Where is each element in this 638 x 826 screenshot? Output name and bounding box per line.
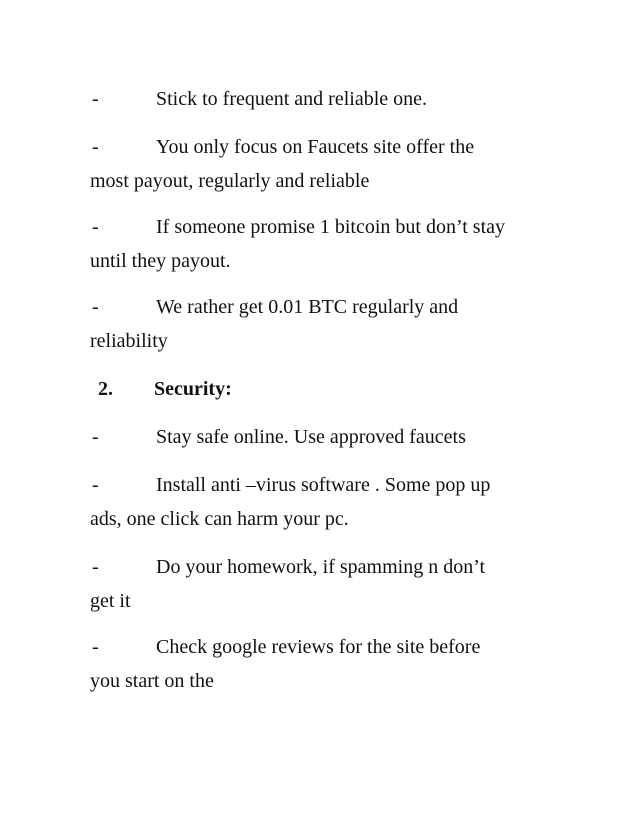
bullet-text: If someone promise 1 bitcoin but don’t stay	[156, 216, 506, 238]
bullet-text-continued: reliability	[90, 330, 168, 352]
bullet-item	[92, 210, 552, 278]
section-title: Security:	[154, 378, 232, 400]
bullet-text: We rather get 0.01 BTC regularly and	[156, 296, 459, 318]
bullet-marker: -	[92, 426, 99, 448]
bullet-text: Do your homework, if spamming n don’t	[156, 556, 486, 578]
bullet-text-continued: get it	[90, 590, 131, 612]
bullet-item	[92, 130, 552, 198]
bullet-text-continued: until they payout.	[90, 250, 231, 272]
bullet-item	[92, 290, 552, 358]
bullet-text: Stay safe online. Use approved faucets	[156, 426, 466, 448]
bullet-text: Check google reviews for the site before	[156, 636, 481, 658]
bullet-item	[92, 82, 552, 116]
bullet-text-continued: you start on the	[90, 670, 214, 692]
bullet-marker: -	[92, 556, 99, 578]
bullet-text: You only focus on Faucets site offer the	[156, 136, 475, 158]
bullet-text: Install anti –virus software . Some pop up	[156, 474, 491, 496]
bullet-marker: -	[92, 136, 99, 158]
bullet-marker: -	[92, 636, 99, 658]
bullet-marker: -	[92, 474, 99, 496]
bullet-item	[92, 420, 552, 454]
bullet-marker: -	[92, 296, 99, 318]
bullet-item	[92, 630, 552, 698]
bullet-item	[92, 550, 552, 618]
bullet-item	[92, 468, 552, 536]
bullet-text: Stick to frequent and reliable one.	[156, 88, 428, 110]
section-heading	[98, 372, 232, 406]
bullet-text-continued: ads, one click can harm your pc.	[90, 508, 349, 530]
bullet-marker: -	[92, 88, 99, 110]
section-number: 2.	[98, 378, 113, 400]
bullet-marker: -	[92, 216, 99, 238]
bullet-text-continued: most payout, regularly and reliable	[90, 170, 370, 192]
